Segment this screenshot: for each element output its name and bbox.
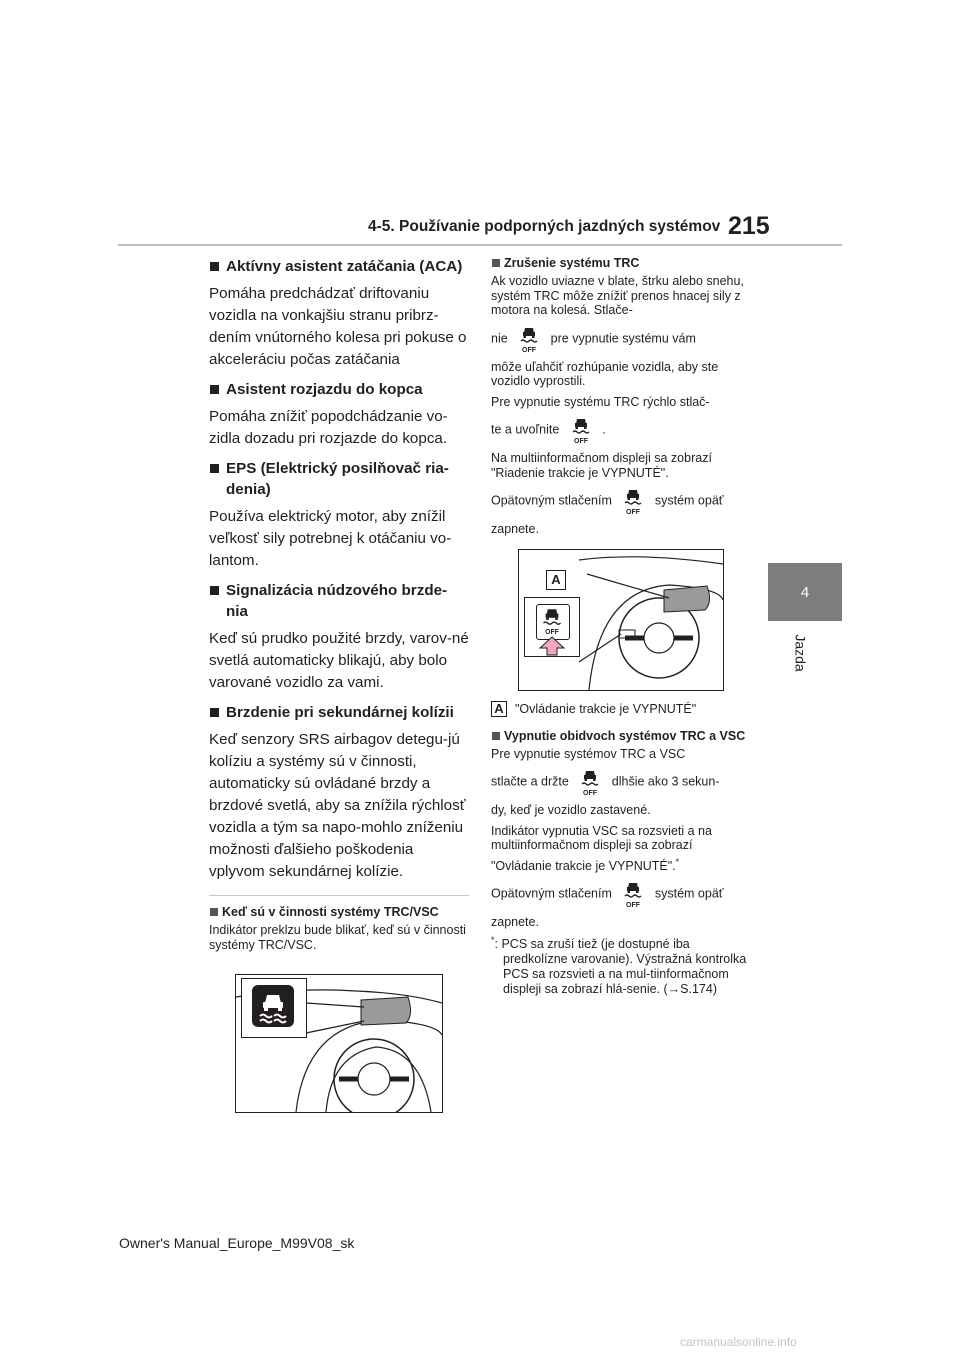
chapter-label: Jazda <box>792 633 809 672</box>
text-both-off-7: zapnete. <box>491 915 539 930</box>
text-both-off-6: Opätovným stlačením OFF systém opäť <box>491 879 753 909</box>
press-arrow-icon <box>539 636 565 656</box>
text-trc-vsc-active: Indikátor preklzu bude blikať, keď sú v činnosti systémy TRC/VSC. <box>209 923 466 952</box>
text-hill-start: Pomáha znížiť popodchádzanie vo-zidla dozadu pri rozjazde do kopca. <box>209 408 448 447</box>
text-emergency-brake-signal: Keď sú prudko použité brzdy, varov-né svetlá automaticky blikajú, aby bolo varované vozidlo za vami. <box>209 630 469 691</box>
text-both-off-2: stlačte a držte OFF dlhšie ako 3 sekun- <box>491 767 753 797</box>
text-secondary-collision-brake: Keď senzory SRS airbagov detegu-jú kolíziu a systémy sú v činnosti, automaticky sú ovládané brzdy a brzdové svetlá, aby sa znížila rýchlosť vozidla a tým sa napo-mohlo zníženiu možnosti ďalšieho poškodenia vplyvom sekundárnej kolízie. <box>209 731 466 880</box>
footnote: *: PCS sa zruší tiež (je dostupné iba predkolízne varovanie). Výstražná kontrolka PCS sa rozsvieti a na mul-tiinformačnom displeji sa zobrazí hlá-senie. (→S.174) <box>491 934 747 996</box>
heading-trc-off: Zrušenie systému TRC <box>491 256 753 271</box>
text-eps: Používa elektrický motor, aby znížil veľkosť sily potrebnej k otáčaniu vo-lantom. <box>209 508 452 569</box>
vsc-off-switch-icon <box>576 767 604 797</box>
text-both-off-1: Pre vypnutie systémov TRC a VSC <box>491 746 686 761</box>
vsc-off-switch-button <box>536 604 570 640</box>
watermark: carmanualsonline.info <box>680 1335 797 1349</box>
heading-hill-start: Asistent rozjazdu do kopca <box>209 379 469 400</box>
slip-indicator-figure <box>235 974 443 1113</box>
svg-text:OFF: OFF <box>583 790 598 797</box>
heading-secondary-collision-brake: Brzdenie pri sekundárnej kolízii <box>209 702 469 723</box>
left-column <box>209 256 469 958</box>
svg-text:OFF: OFF <box>573 438 588 445</box>
switch-callout-box <box>524 597 580 657</box>
chapter-tab <box>768 563 842 621</box>
header-divider <box>118 244 842 246</box>
svg-text:OFF: OFF <box>522 346 537 354</box>
section-title: 4-5. Používanie podporných jazdných systémov <box>368 218 721 235</box>
text-both-off-4: Indikátor vypnutia VSC sa rozsvieti a na multiinformačnom displeji sa zobrazí <box>491 823 712 852</box>
text-both-off-5: "Ovládanie trakcie je VYPNUTÉ".* <box>491 856 680 873</box>
vsc-off-switch-figure <box>518 549 724 691</box>
footer-manual-id: Owner's Manual_Europe_M99V08_sk <box>119 1235 355 1251</box>
text-trc-off-2: nie OFF pre vypnutie systému vám <box>491 324 753 354</box>
vsc-off-switch-icon <box>619 879 647 909</box>
heading-emergency-brake-signal: Signalizácia núdzového brzde-nia <box>209 580 469 622</box>
svg-text:OFF: OFF <box>626 509 641 516</box>
svg-text:OFF: OFF <box>545 628 559 636</box>
heading-trc-vsc-active: Keď sú v činnosti systémy TRC/VSC <box>209 905 469 920</box>
text-trc-off-3: môže uľahčiť rozhúpanie vozidla, aby ste vozidlo vyprostili. <box>491 359 719 388</box>
text-trc-off-6: Na multiinformačnom displeji sa zobrazí "Riadenie trakcie je VYPNUTÉ". <box>491 451 712 480</box>
figure-label-a: A <box>546 570 566 590</box>
text-trc-off-1: Ak vozidlo uviazne v blate, štrku alebo snehu, systém TRC môže znížiť prenos hnacej sily z motora na kolesá. Stlače- <box>491 274 744 317</box>
callout-label-a: A <box>491 701 507 717</box>
callout-a-text: "Ovládanie trakcie je VYPNUTÉ" <box>515 701 697 716</box>
svg-text:OFF: OFF <box>626 902 641 910</box>
text-trc-off-4: Pre vypnutie systému TRC rýchlo stlač- <box>491 394 710 409</box>
text-trc-off-7: Opätovným stlačením OFF systém opäť <box>491 486 753 516</box>
vsc-off-switch-icon <box>515 324 543 354</box>
page-number: 215 <box>728 212 770 240</box>
text-trc-off-5: te a uvoľnite OFF . <box>491 415 753 445</box>
chapter-number: 4 <box>800 583 810 601</box>
text-both-off-3: dy, keď je vozidlo zastavené. <box>491 803 651 817</box>
text-aca: Pomáha predchádzať driftovaniu vozidla na vonkajšiu stranu pribrz-dením vnútorného kolesa pri pokuse o akceleráciu počas zatáčania <box>209 285 467 368</box>
indicator-callout-box <box>241 978 307 1038</box>
section-divider <box>209 895 469 896</box>
vsc-off-switch-icon <box>567 415 595 445</box>
vsc-off-switch-icon <box>619 486 647 516</box>
heading-trc-vsc-off: Vypnutie obidvoch systémov TRC a VSC <box>491 729 753 744</box>
callout-a-legend <box>491 701 753 717</box>
text-trc-off-8: zapnete. <box>491 522 539 536</box>
heading-eps: EPS (Elektrický posilňovač ria-denia) <box>209 458 469 500</box>
right-column <box>491 256 753 997</box>
heading-aca: Aktívny asistent zatáčania (ACA) <box>209 256 469 277</box>
slip-indicator-icon <box>252 985 294 1027</box>
